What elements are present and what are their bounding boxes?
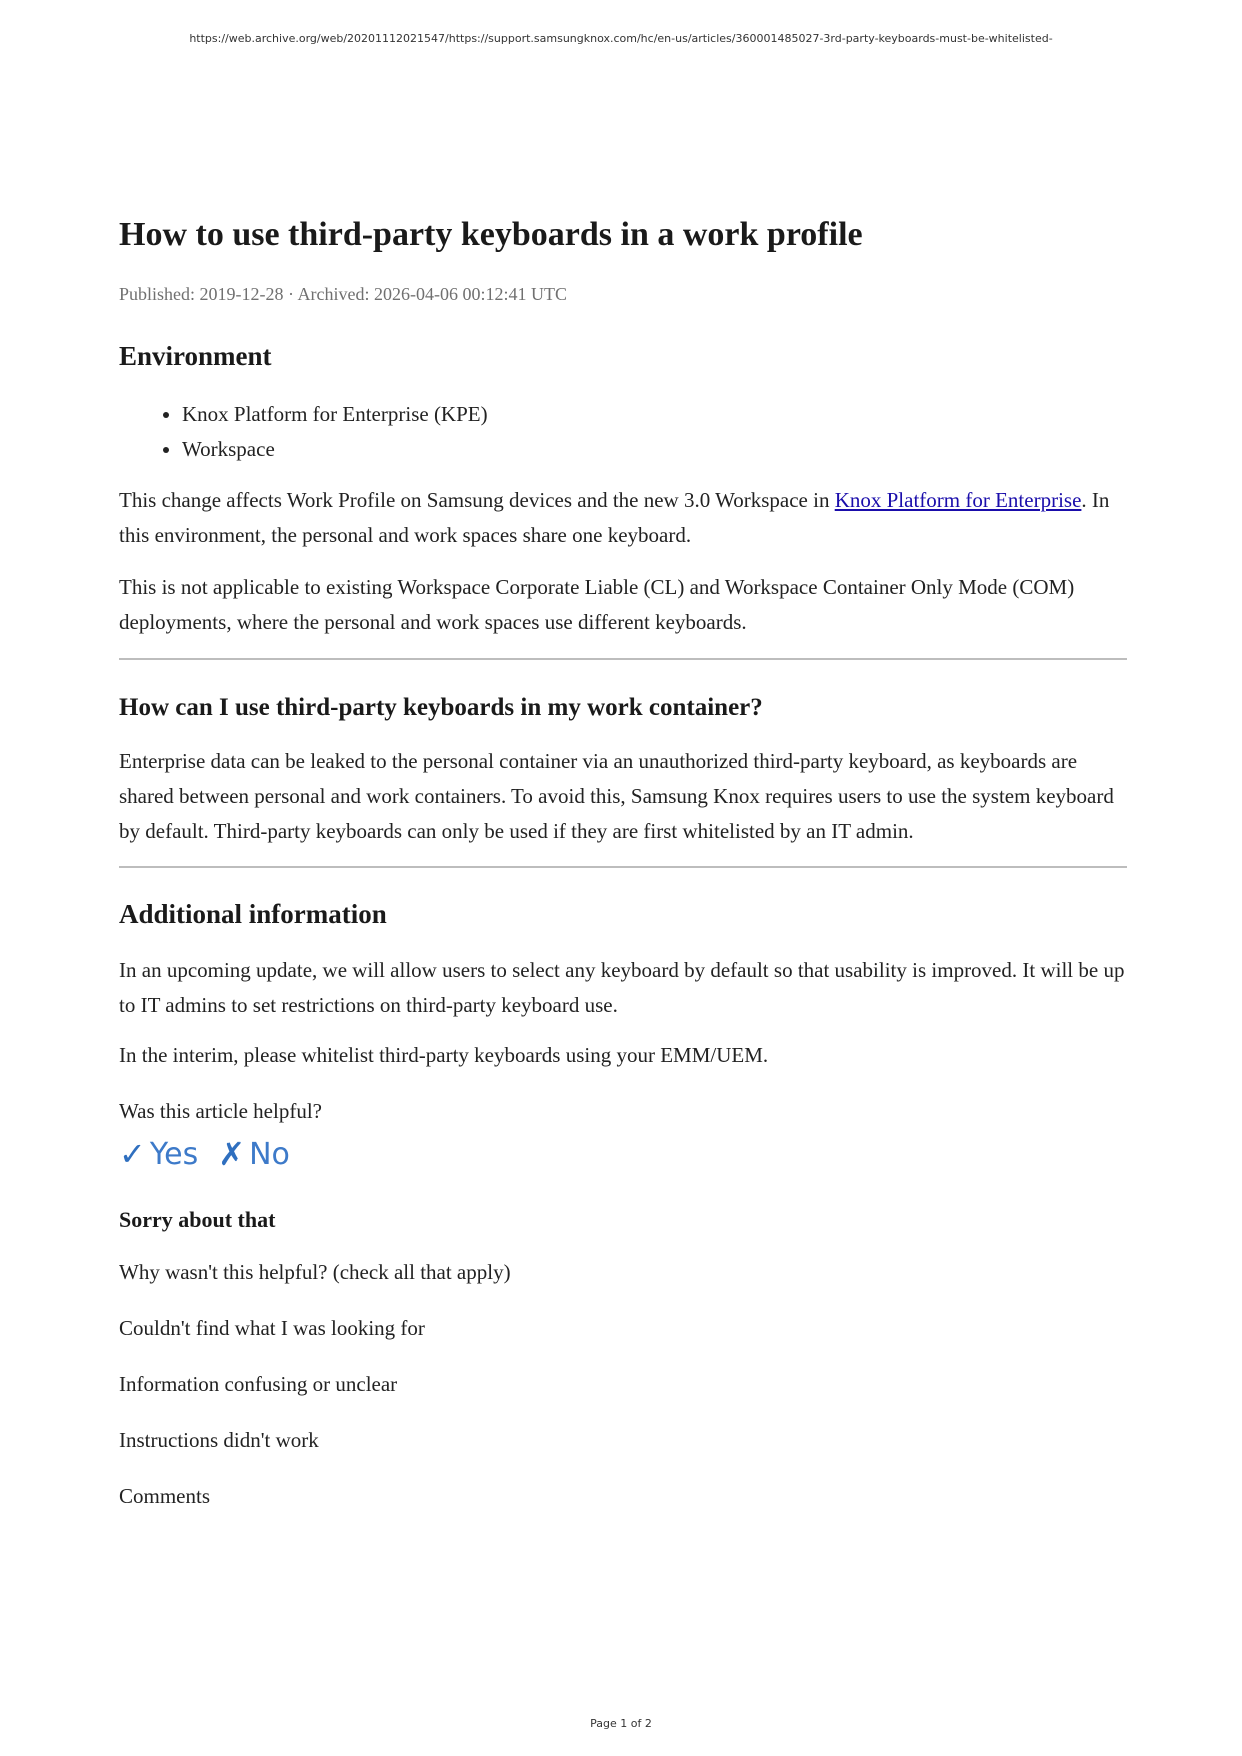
feedback-question: Was this article helpful?: [119, 1099, 322, 1123]
no-label: No: [249, 1136, 290, 1172]
additional-paragraph-1: In an upcoming update, we will allow users to select any keyboard by default so that usability is improved. It will be up to IT admins to set restrictions on third-party keyboard use.: [119, 958, 1125, 1017]
environment-heading: Environment: [119, 341, 272, 371]
feedback-option[interactable]: Couldn't find what I was looking for: [119, 1316, 425, 1340]
sorry-heading: Sorry about that: [119, 1207, 276, 1232]
additional-paragraph-2: In the interim, please whitelist third-party keyboards using your EMM/UEM.: [119, 1043, 769, 1067]
environment-paragraph-1: [119, 483, 1127, 553]
list-item: • Workspace: [182, 432, 1127, 467]
feedback-option[interactable]: Instructions didn't work: [119, 1428, 319, 1452]
page-number: Page 1 of 2: [590, 1717, 652, 1730]
page-title: How to use third-party keyboards in a work profile: [119, 216, 863, 253]
yes-button[interactable]: [119, 1135, 198, 1173]
article-content: [119, 210, 1127, 1514]
section-divider: [119, 866, 1127, 868]
additional-heading: Additional information: [119, 899, 387, 929]
list-item: • Knox Platform for Enterprise (KPE): [182, 397, 1127, 432]
paragraph-text: This change affects Work Profile on Samsung devices and the new 3.0 Workspace in: [119, 488, 835, 512]
yes-label: Yes: [149, 1136, 199, 1172]
feedback-buttons: [119, 1133, 1127, 1175]
article-meta: Published: 2019-12-28 · Archived: 2026-04-06 00:12:41 UTC: [119, 284, 567, 304]
checkmark-icon: ✓: [119, 1135, 146, 1173]
knox-platform-link[interactable]: Knox Platform for Enterprise: [834, 488, 1082, 512]
environment-list: [119, 397, 1127, 467]
paragraph-text: . In this environment, the personal and work spaces share one keyboard.: [119, 488, 1110, 547]
no-button[interactable]: [218, 1135, 290, 1173]
comments-label: Comments: [119, 1484, 211, 1508]
environment-paragraph-2: This is not applicable to existing Workspace Corporate Liable (CL) and Workspace Container Only Mode (COM) deployments, where the personal and work spaces use different keyboards.: [119, 575, 1075, 634]
faq-paragraph: Enterprise data can be leaked to the personal container via an unauthorized third-party keyboard, as keyboards are shared between personal and work containers. To avoid this, Samsung Knox requires users to use the system keyboard by default. Third-party keyboards can only be used if they are first whitelisted by an IT admin.: [119, 749, 1114, 843]
why-prompt: Why wasn't this helpful? (check all that apply): [119, 1260, 511, 1284]
section-divider: [119, 658, 1127, 660]
faq-heading: How can I use third-party keyboards in my work container?: [119, 694, 763, 721]
archive-url: https://web.archive.org/web/20201112021547/https://support.samsungknox.com/hc/en-us/articles/360001485027-3rd-party-keyboards-must-be-whitelisted-: [189, 32, 1053, 45]
cross-icon: ✗: [218, 1135, 246, 1173]
feedback-option[interactable]: Information confusing or unclear: [119, 1372, 398, 1396]
